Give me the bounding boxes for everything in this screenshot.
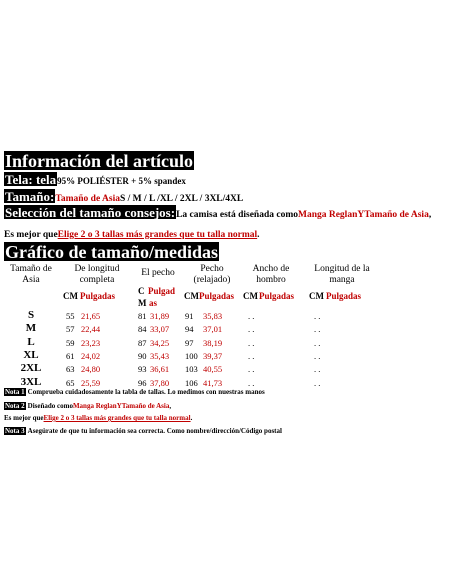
cell-sleeve-dots: . . (314, 311, 321, 321)
note-1-text: Comprueba cuidadosamente la tabla de tallas. Lo medimos con nuestras manos (27, 388, 265, 396)
cell-waist-cm: 106 (185, 377, 198, 388)
cell-len-in: 25,59 (81, 377, 101, 388)
advice-line (4, 229, 260, 241)
note-3 (4, 426, 282, 436)
size-line (4, 189, 243, 205)
cell-waist-cm: 97 (185, 337, 194, 348)
cell-chest-in: 36,61 (150, 364, 170, 375)
cell-len-in: 24,02 (81, 350, 101, 361)
cell-waist-in: 37,01 (203, 324, 223, 335)
cell-chest-cm: 96 (138, 377, 147, 388)
size-values: S / M / L /XL / 2XL / 3XL/4XL (119, 194, 244, 204)
cell-len-cm: 55 (66, 311, 75, 321)
table-row (0, 324, 452, 337)
cell-sleeve-dots: . . (314, 324, 321, 335)
tips-asia-size: Tamaño de Asia (364, 210, 429, 220)
cell-shoulder-dots: . . (248, 311, 255, 321)
size-label: 3XL (20, 375, 42, 388)
cell-chest-in: 37,80 (150, 377, 170, 388)
info-title: Información del artículo (5, 151, 193, 171)
note-3-text: Asegúrate de que tu información sea correcta. Como nombre/dirección/Código postal (27, 427, 282, 435)
size-label: 2XL (20, 362, 42, 375)
unit-in-relaxed: Pulgadas (199, 291, 235, 301)
size-label: XL (23, 348, 39, 361)
table-row (0, 311, 452, 324)
note-2-advice-end: . (190, 414, 193, 422)
unit-in-length: Pulgadas (80, 291, 116, 301)
cell-waist-in: 41,73 (203, 377, 223, 388)
note-2-end: , (169, 402, 172, 410)
unit-in-chest-suffix: as (149, 298, 158, 308)
size-label: Tamaño: (5, 189, 55, 204)
cell-shoulder-dots: . . (248, 364, 255, 375)
cell-chest-cm: 81 (138, 311, 147, 321)
cell-len-cm: 57 (66, 324, 75, 335)
tips-comma: , (428, 210, 432, 220)
note-2-and: Y (116, 402, 122, 410)
cell-sleeve-dots: . . (314, 364, 321, 375)
advice-red: Elige 2 o 3 tallas más grandes que tu talla normal (57, 230, 258, 240)
cell-len-in: 23,23 (81, 337, 101, 348)
note-2 (4, 401, 171, 411)
cell-shoulder-dots: . . (248, 324, 255, 335)
note-2-advice-red: Elige 2 o 3 tallas más grandes que tu talla normal (43, 414, 191, 422)
note-2-text: Diseñado como (27, 402, 73, 410)
cell-chest-cm: 90 (138, 350, 147, 361)
tips-and: Y (357, 210, 365, 220)
cell-len-cm: 63 (66, 364, 75, 375)
note-2-raglan: Manga Reglan (72, 402, 117, 410)
unit-cm-chest-m: M (138, 298, 147, 308)
unit-cm-length: CM (63, 291, 78, 301)
cell-shoulder-dots: . . (248, 377, 255, 388)
cell-len-cm: 61 (66, 350, 75, 361)
header-relaxed-chest: Pecho (relajado) (193, 264, 231, 285)
fabric-value: 95% POLIÉSTER + 5% spandex (57, 176, 186, 186)
cell-chest-in: 35,43 (150, 350, 170, 361)
size-label: L (27, 335, 35, 348)
cell-waist-in: 35,83 (203, 311, 223, 321)
cell-chest-cm: 87 (138, 337, 147, 348)
cell-chest-in: 31,89 (150, 311, 170, 321)
cell-sleeve-dots: . . (314, 337, 321, 348)
cell-len-in: 21,65 (81, 311, 101, 321)
unit-cm-sleeve: CM (309, 291, 324, 301)
cell-waist-cm: 91 (185, 311, 194, 321)
note-2-tag: Nota 2 (5, 402, 25, 410)
cell-len-cm: 65 (66, 377, 75, 388)
header-chest: El pecho (141, 268, 175, 278)
cell-chest-cm: 93 (138, 364, 147, 375)
cell-len-cm: 59 (66, 337, 75, 348)
advice-text: Es mejor que (4, 230, 58, 240)
table-row (0, 364, 452, 377)
cell-sleeve-dots: . . (314, 377, 321, 388)
header-sleeve: Longitud de la manga (314, 264, 370, 285)
note-2-advice (4, 413, 192, 423)
note-2-advice-text: Es mejor que (4, 414, 44, 422)
tips-raglan: Manga Reglan (297, 210, 358, 220)
cell-chest-cm: 84 (138, 324, 147, 335)
cell-chest-in: 34,25 (150, 337, 170, 348)
unit-in-shoulder: Pulgadas (259, 291, 295, 301)
note-1-tag: Nota 1 (5, 388, 25, 396)
header-size: Tamaño de Asia (10, 264, 52, 285)
cell-waist-in: 40,55 (203, 364, 223, 375)
cell-waist-cm: 103 (185, 364, 198, 375)
cell-shoulder-dots: . . (248, 337, 255, 348)
size-asia-label: Tamaño de Asia (55, 194, 120, 204)
unit-cm-relaxed: CM (184, 291, 199, 301)
cell-waist-in: 38,19 (203, 337, 223, 348)
cell-waist-in: 39,37 (203, 350, 223, 361)
advice-end: . (257, 230, 260, 240)
size-label: S (27, 309, 35, 321)
unit-cm-chest-c: C (138, 286, 145, 296)
note-2-asia: Tamaño de Asia (121, 402, 170, 410)
table-row (0, 348, 452, 364)
fabric-line (4, 172, 186, 188)
table-row (0, 335, 452, 351)
tips-line (4, 205, 448, 221)
size-label: M (25, 322, 37, 335)
tips-label: Selección del tamaño consejos: (5, 205, 176, 220)
fabric-label: Tela: tela (5, 172, 57, 187)
note-1 (4, 387, 265, 397)
unit-in-sleeve: Pulgadas (326, 291, 362, 301)
header-length: De longitud completa (74, 264, 120, 285)
cell-sleeve-dots: . . (314, 350, 321, 361)
cell-shoulder-dots: . . (248, 350, 255, 361)
cell-len-in: 22,44 (81, 324, 101, 335)
header-shoulder: Ancho de hombro (252, 264, 290, 285)
unit-cm-shoulder: CM (243, 291, 258, 301)
cell-waist-cm: 100 (185, 350, 198, 361)
tips-text: La camisa está diseñada como (176, 210, 298, 220)
note-3-tag: Nota 3 (5, 427, 25, 435)
cell-waist-cm: 94 (185, 324, 194, 335)
cell-len-in: 24,80 (81, 364, 101, 375)
unit-in-chest: Pulgad (148, 286, 176, 296)
cell-chest-in: 33,07 (150, 324, 170, 335)
chart-title: Gráfico de tamaño/medidas (5, 242, 218, 262)
